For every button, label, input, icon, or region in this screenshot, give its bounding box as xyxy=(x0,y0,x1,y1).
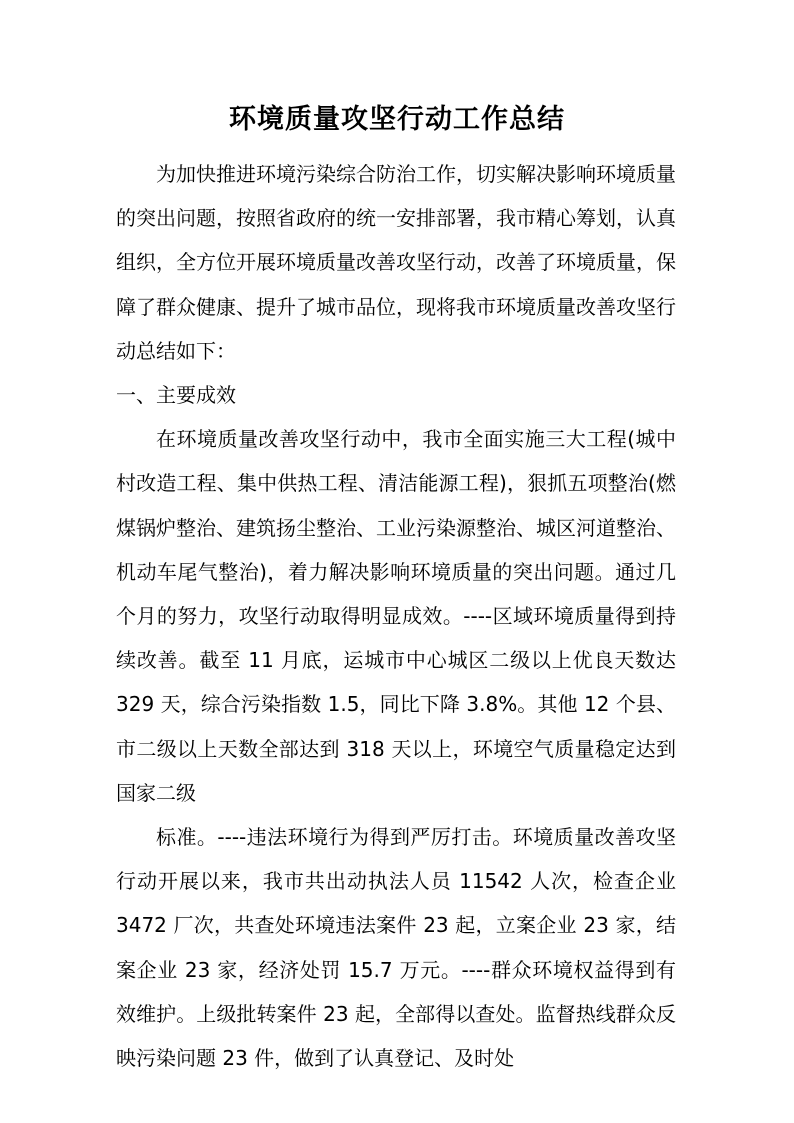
enforcement-paragraph: 标准。----违法环境行为得到严厉打击。环境质量改善攻坚行动开展以来，我市共出动执法人员 11542 人次，检查企业 3472 厂次，共查处环境违法案件 23 起，立案企业 23 家，结案企业 23 家，经济处罚 15.7 万元。----群众环境权益得到有效维护。上级批转案件 23 起，全部得以查处。监督热线群众反映污染问题 23 件，做到了认真登记、及时处 xyxy=(116,825,676,1071)
section-heading-main-results: 一、主要成效 xyxy=(116,383,236,408)
intro-paragraph: 为加快推进环境污染综合防治工作，切实解决影响环境质量的突出问题，按照省政府的统一安排部署，我市精心筹划，认真组织，全方位开展环境质量改善攻坚行动，改善了环境质量，保障了群众健康、提升了城市品位，现将我市环境质量改善攻坚行动总结如下： xyxy=(116,162,676,363)
document-body xyxy=(116,152,676,1080)
results-paragraph: 在环境质量改善攻坚行动中，我市全面实施三大工程(城中村改造工程、集中供热工程、清洁能源工程)，狠抓五项整治(燃煤锅炉整治、建筑扬尘整治、工业污染源整治、城区河道整治、机动车尾气整治)，着力解决影响环境质量的突出问题。通过几个月的努力，攻坚行动取得明显成效。----区域环境质量得到持续改善。截至 11 月底，运城市中心城区二级以上优良天数达 329 天，综合污染指数 1.5，同比下降 3.8%。其他 12 个县、市二级以上天数全部达到 318 天以上，环境空气质量稳定达到国家二级 xyxy=(116,427,676,805)
document-title: 环境质量攻坚行动工作总结 xyxy=(229,104,565,135)
